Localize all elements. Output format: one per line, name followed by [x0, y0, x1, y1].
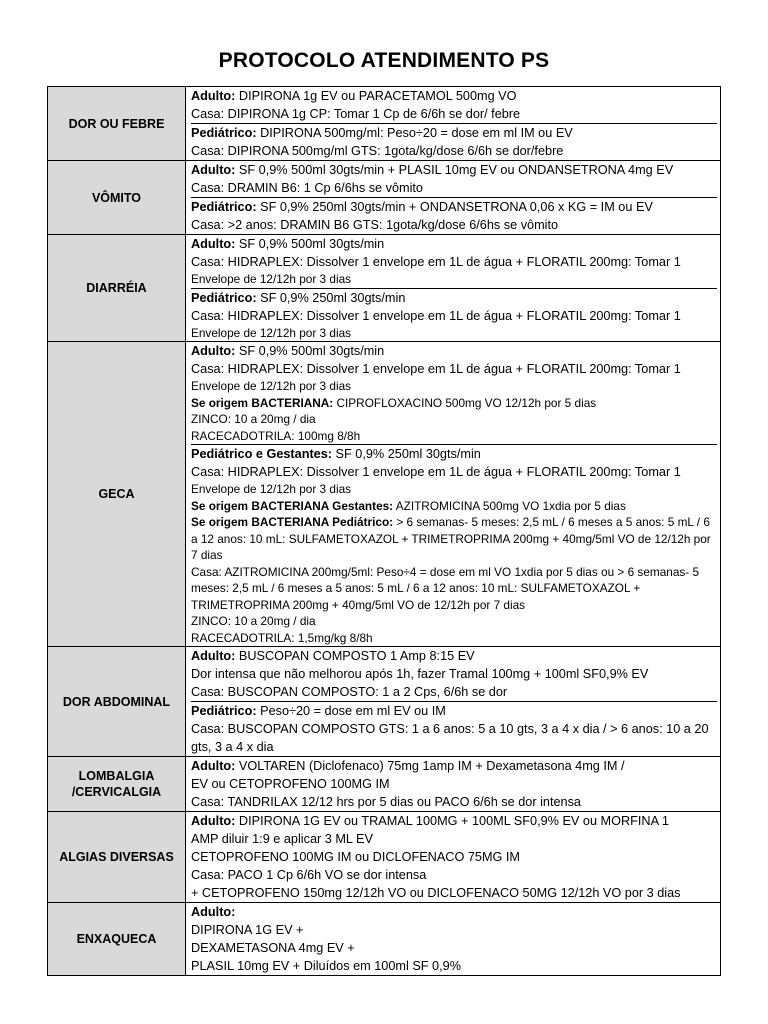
protocol-row	[48, 235, 721, 342]
treatment-line	[191, 179, 717, 197]
treatment-text: DIPIRONA 500mg/ml: Peso÷20 = dose em ml IM ou EV	[256, 126, 573, 140]
treatment-text: VOLTAREN (Diclofenaco) 75mg 1amp IM + Dexametasona 4mg IM /	[235, 759, 625, 773]
protocol-row	[48, 812, 721, 903]
patient-group-label: Pediátrico:	[191, 200, 257, 214]
treatment-line	[191, 683, 717, 701]
treatment-line	[191, 463, 717, 481]
treatment-text: RACECADOTRILA: 1,5mg/kg 8/8h	[191, 630, 373, 645]
treatment-line	[191, 481, 717, 498]
protocol-table-body	[48, 87, 721, 976]
treatment-line	[191, 630, 717, 647]
treatment-block	[191, 444, 717, 646]
treatment-line	[191, 342, 717, 360]
treatment-text: SF 0,9% 250ml 30gts/min + ONDANSETRONA 0,06 x KG = IM ou EV	[256, 200, 653, 214]
treatment-text: Casa: HIDRAPLEX: Dissolver 1 envelope em 1L de água + FLORATIL 200mg: Tomar 1	[191, 255, 681, 269]
treatment-text: SF 0,9% 500ml 30gts/min	[235, 237, 385, 251]
treatment-line	[191, 105, 717, 123]
treatment-block	[191, 701, 717, 756]
treatment-text: ZINCO: 10 a 20mg / dia	[191, 412, 316, 426]
treatment-cell	[186, 812, 721, 903]
treatment-text: Envelope de 12/12h por 3 dias	[191, 272, 352, 286]
protocol-table	[47, 86, 721, 976]
treatment-block	[191, 123, 717, 160]
treatment-line	[191, 939, 717, 957]
treatment-line	[191, 161, 717, 179]
treatment-cell	[186, 342, 721, 647]
condition-label: DOR ABDOMINAL	[48, 647, 186, 757]
treatment-text: SF 0,9% 250ml 30gts/min	[256, 290, 406, 305]
treatment-line	[191, 830, 717, 848]
treatment-text: SF 0,9% 500ml 30gts/min + PLASIL 10mg EV ou ONDANSETRONA 4mg EV	[235, 163, 674, 177]
treatment-text: Casa: TANDRILAX 12/12 hrs por 5 dias ou PACO 6/6h se dor intensa	[191, 795, 581, 809]
treatment-text: AMP diluir 1:9 e aplicar 3 ML EV	[191, 832, 373, 846]
treatment-block	[191, 757, 717, 811]
treatment-block	[191, 647, 717, 701]
condition-label: LOMBALGIA /CERVICALGIA	[48, 757, 186, 812]
treatment-line	[191, 720, 717, 756]
treatment-line	[191, 921, 717, 939]
patient-group-label: Adulto:	[191, 344, 236, 358]
treatment-line	[191, 395, 717, 412]
treatment-text: Casa: PACO 1 Cp 6/6h VO se dor intensa	[191, 868, 427, 882]
protocol-row	[48, 161, 721, 235]
treatment-line	[191, 514, 717, 564]
treatment-line	[191, 702, 717, 720]
treatment-text: Casa: AZITROMICINA 200mg/5ml: Peso÷4 = dose em ml VO 1xdia por 5 dias ou > 6 semanas- 5 meses: 2,5 mL / 6 meses a 5 anos: 5 mL / 6 a 12 anos: 10 mL: SULFAMETOXAZOL + TRIMETROPRIMA 200mg + 40mg/5ml VO de 12/12h por 7 dias	[191, 564, 700, 612]
patient-group-label: Adulto:	[191, 89, 236, 103]
treatment-text: EV ou CETOPROFENO 100MG IM	[191, 777, 390, 791]
treatment-cell	[186, 903, 721, 976]
treatment-text: SF 0,9% 250ml 30gts/min	[332, 447, 481, 461]
treatment-line	[191, 271, 717, 288]
treatment-line	[191, 866, 717, 884]
treatment-text: Casa: BUSCOPAN COMPOSTO: 1 a 2 Cps, 6/6h se dor	[191, 685, 508, 699]
treatment-line	[191, 142, 717, 160]
treatment-line	[191, 216, 717, 234]
treatment-block	[191, 812, 717, 902]
patient-group-label: Pediátrico e Gestantes:	[191, 447, 333, 461]
treatment-line	[191, 289, 717, 307]
treatment-text: SF 0,9% 500ml 30gts/min	[235, 344, 385, 358]
treatment-block	[191, 288, 717, 342]
treatment-line	[191, 87, 717, 105]
treatment-line	[191, 428, 717, 445]
treatment-line	[191, 307, 717, 325]
treatment-line	[191, 378, 717, 395]
treatment-line	[191, 665, 717, 683]
condition-label: DIARRÉIA	[48, 235, 186, 342]
treatment-text: DEXAMETASONA 4mg EV +	[191, 941, 355, 955]
treatment-line	[191, 848, 717, 866]
patient-group-label: Adulto:	[191, 649, 236, 663]
treatment-cell	[186, 235, 721, 342]
treatment-text: DIPIRONA 1G EV +	[191, 923, 304, 937]
treatment-line	[191, 957, 717, 975]
protocol-row	[48, 647, 721, 757]
treatment-text: Casa: BUSCOPAN COMPOSTO GTS: 1 a 6 anos: 5 a 10 gts, 3 a 4 x dia / > 6 anos: 10 a 20 gts, 3 a 4 x dia	[191, 722, 709, 754]
treatment-text: CIPROFLOXACINO 500mg VO 12/12h por 5 dias	[333, 395, 597, 410]
treatment-block	[191, 87, 717, 123]
treatment-text: CETOPROFENO 100MG IM ou DICLOFENACO 75MG IM	[191, 850, 521, 864]
page-title: PROTOCOLO ATENDIMENTO PS	[218, 49, 550, 72]
condition-label: DOR OU FEBRE	[48, 87, 186, 161]
treatment-block	[191, 161, 717, 197]
treatment-block	[191, 235, 717, 288]
condition-label: ENXAQUECA	[48, 903, 186, 976]
treatment-text: Casa: HIDRAPLEX: Dissolver 1 envelope em 1L de água + FLORATIL 200mg: Tomar 1	[191, 465, 681, 479]
patient-group-label: Adulto:	[191, 814, 236, 828]
patient-group-label: Adulto:	[191, 163, 236, 177]
treatment-line	[191, 360, 717, 378]
treatment-text: + CETOPROFENO 150mg 12/12h VO ou DICLOFENACO 50MG 12/12h VO por 3 dias	[191, 886, 681, 900]
treatment-text: Envelope de 12/12h por 3 dias	[191, 325, 352, 340]
protocol-row	[48, 903, 721, 976]
treatment-block	[191, 197, 717, 234]
treatment-text: Dor intensa que não melhorou após 1h, fazer Tramal 100mg + 100ml SF0,9% EV	[191, 667, 649, 681]
treatment-text: Casa: >2 anos: DRAMIN B6 GTS: 1gota/kg/dose 6/6hs se vômito	[191, 218, 559, 232]
treatment-block	[191, 903, 717, 975]
condition-label: ALGIAS DIVERSAS	[48, 812, 186, 903]
patient-group-label: Se origem BACTERIANA:	[191, 395, 334, 410]
treatment-text: Envelope de 12/12h por 3 dias	[191, 482, 352, 496]
treatment-text: PLASIL 10mg EV + Diluídos em 100ml SF 0,9%	[191, 959, 461, 973]
condition-label: GECA	[48, 342, 186, 647]
protocol-row	[48, 757, 721, 812]
treatment-text: Casa: DIPIRONA 500mg/ml GTS: 1gota/kg/dose 6/6h se dor/febre	[191, 144, 564, 158]
treatment-text: DIPIRONA 1G EV ou TRAMAL 100MG + 100ML SF0,9% EV ou MORFINA 1	[235, 814, 669, 828]
treatment-text: BUSCOPAN COMPOSTO 1 Amp 8:15 EV	[235, 649, 475, 663]
treatment-text: Envelope de 12/12h por 3 dias	[191, 379, 352, 393]
treatment-text: AZITROMICINA 500mg VO 1xdia por 5 dias	[393, 498, 626, 513]
treatment-line	[191, 564, 717, 614]
treatment-text: ZINCO: 10 a 20mg / dia	[191, 614, 316, 628]
patient-group-label: Adulto:	[191, 759, 236, 773]
patient-group-label: Pediátrico:	[191, 704, 257, 718]
treatment-line	[191, 235, 717, 253]
patient-group-label: Pediátrico:	[191, 126, 257, 140]
treatment-line	[191, 884, 717, 902]
protocol-row	[48, 87, 721, 161]
patient-group-label: Adulto:	[191, 237, 236, 251]
treatment-line	[191, 411, 717, 428]
condition-label: VÔMITO	[48, 161, 186, 235]
protocol-row	[48, 342, 721, 647]
treatment-cell	[186, 647, 721, 757]
treatment-text: Casa: DRAMIN B6: 1 Cp 6/6hs se vômito	[191, 181, 423, 195]
treatment-line	[191, 647, 717, 665]
treatment-line	[191, 903, 717, 921]
treatment-block	[191, 342, 717, 444]
treatment-line	[191, 198, 717, 216]
patient-group-label: Adulto:	[191, 905, 236, 919]
treatment-text: Peso÷20 = dose em ml EV ou IM	[256, 704, 446, 718]
treatment-line	[191, 613, 717, 630]
treatment-text: Casa: HIDRAPLEX: Dissolver 1 envelope em 1L de água + FLORATIL 200mg: Tomar 1	[191, 308, 681, 323]
patient-group-label: Pediátrico:	[191, 290, 257, 305]
treatment-line	[191, 793, 717, 811]
treatment-line	[191, 253, 717, 271]
treatment-cell	[186, 757, 721, 812]
treatment-line	[191, 812, 717, 830]
treatment-line	[191, 757, 717, 775]
treatment-text: > 6 semanas- 5 meses: 2,5 mL / 6 meses a 5 anos: 5 mL / 6 a 12 anos: 10 mL: SULFAMETOXAZOL + TRIMETROPRIMA 200mg + 40mg/5ml VO de 12/12h por 7 dias	[191, 515, 711, 562]
treatment-line	[191, 124, 717, 142]
treatment-cell	[186, 87, 721, 161]
treatment-text: RACECADOTRILA: 100mg 8/8h	[191, 428, 361, 443]
treatment-text: Casa: HIDRAPLEX: Dissolver 1 envelope em 1L de água + FLORATIL 200mg: Tomar 1	[191, 362, 681, 376]
patient-group-label: Se origem BACTERIANA Gestantes:	[191, 498, 394, 513]
treatment-line	[191, 498, 717, 515]
treatment-text: Casa: DIPIRONA 1g CP: Tomar 1 Cp de 6/6h se dor/ febre	[191, 107, 521, 121]
treatment-text: DIPIRONA 1g EV ou PARACETAMOL 500mg VO	[235, 89, 517, 103]
treatment-line	[191, 775, 717, 793]
treatment-cell	[186, 161, 721, 235]
patient-group-label: Se origem BACTERIANA Pediátrico:	[191, 515, 394, 529]
treatment-line	[191, 325, 717, 342]
treatment-line	[191, 445, 717, 463]
